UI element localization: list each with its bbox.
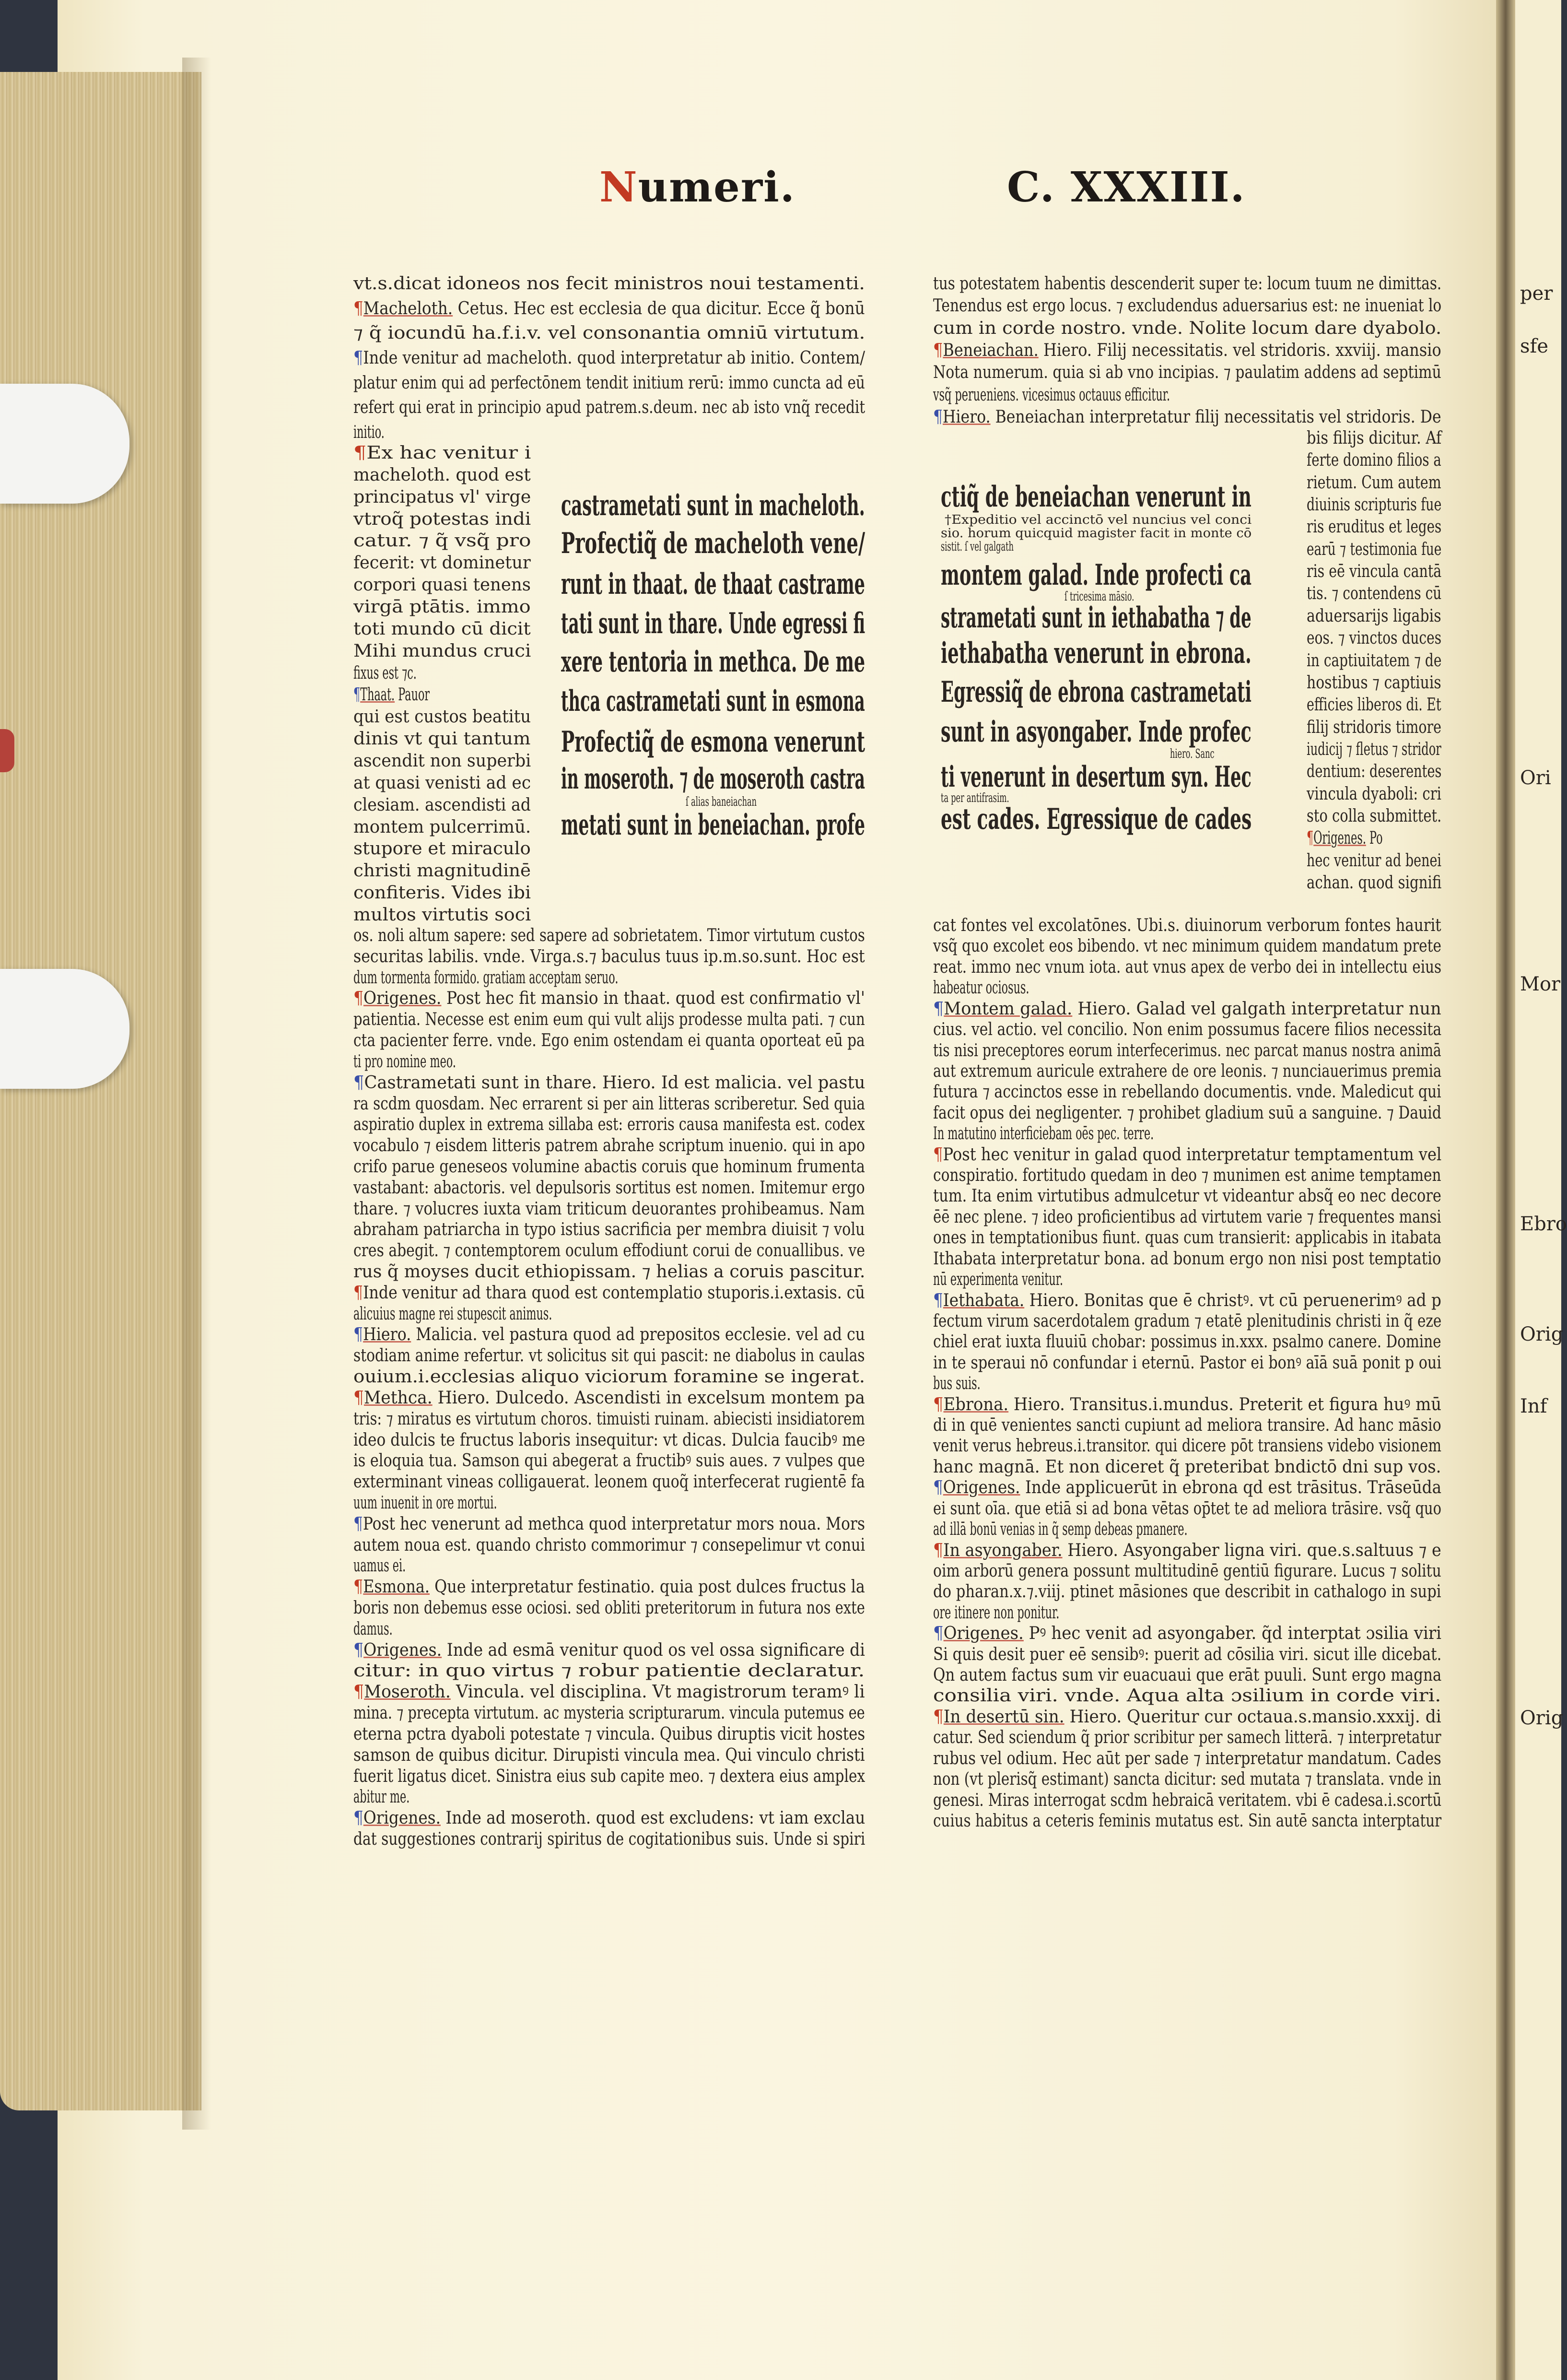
commentary-line: filij stridoris timore bbox=[1307, 717, 1441, 737]
commentary-line: rubus vel odium. Hec aūt per sade ⁊ interpretatur mandatum. Cades bbox=[933, 1748, 1441, 1768]
commentary-line: ¶Castrametati sunt in thare. Hiero. Id est malicia. vel pastu bbox=[353, 1072, 865, 1093]
commentary-line: Mihi mundus cruci bbox=[353, 641, 531, 661]
commentary-line: tis nisi preceptores eorum interfecerimus. nec parcat manus nostra animā bbox=[933, 1040, 1441, 1060]
commentary-line: venit verus hebreus.i.transitor. qui dicere pōt transiens videbo visionem bbox=[933, 1436, 1441, 1456]
rubric-heading: Esmona. bbox=[363, 1577, 430, 1597]
gloss-line: hiero. Sanc bbox=[1170, 747, 1215, 761]
commentary-line: tus potestatem habentis descenderit super te: locum tuum ne dimittas. bbox=[933, 274, 1442, 294]
gloss-line: ſ alias baneiachan bbox=[686, 795, 757, 809]
commentary-line: ¶Montem galad. Hiero. Galad vel galgath interpretatur nun bbox=[933, 999, 1441, 1019]
commentary-line: earū ⁊ testimonia fue bbox=[1307, 539, 1442, 559]
commentary-line: ¶Post hec venitur in galad quod interpretatur temptamentum vel bbox=[933, 1144, 1442, 1165]
commentary-line: toti mundo cū dicit bbox=[353, 619, 531, 639]
commentary-line: ferte domino filios a bbox=[1307, 450, 1441, 471]
page-edge-shadow bbox=[182, 58, 211, 2130]
commentary-line: fixus est ⁊c. bbox=[353, 663, 417, 683]
rubric-heading: Origenes. bbox=[1313, 828, 1366, 848]
running-title bbox=[599, 163, 795, 212]
paragraph-mark-icon: ¶ bbox=[353, 298, 363, 318]
next-page-text-fragment: sfe bbox=[1520, 335, 1549, 357]
commentary-line: thare. ⁊ volucres iuxta viam triticum deuorantes prohibeamus. Nam bbox=[353, 1199, 865, 1219]
commentary-line: ore itinere non ponitur. bbox=[933, 1602, 1060, 1623]
commentary-line: stodiam anime refertur. vt solicitus sit qui pascit: ne diabolus in caulas bbox=[353, 1346, 865, 1366]
gloss-line: sistit. ſ vel galgath bbox=[941, 540, 1014, 554]
commentary-line: ¶Esmona. Que interpretatur festinatio. quia post dulces fructus la bbox=[353, 1577, 865, 1597]
commentary-line: ¶Origenes. Inde ad esmā venitur quod os vel ossa significare di bbox=[353, 1640, 865, 1660]
commentary-line: ei sunt oīa. que etiā si ad bona vētas op̄tet te ad meliora trāsire. vsq̃ quo bbox=[933, 1498, 1441, 1519]
commentary-line: ¶Origenes. Inde applicuerūt in ebrona qd est trāsitus. Trāseūda bbox=[933, 1478, 1442, 1498]
commentary-line: vsq̃ perueniens. vicesimus octauus efficitur. bbox=[933, 385, 1170, 405]
commentary-line: cres abegit. ⁊ contemptorem oculum effodiunt corui de conuallibus. ve bbox=[353, 1241, 865, 1261]
rubric-heading: Origenes. bbox=[943, 1478, 1020, 1498]
commentary-line: aspiratio duplex in extrema sillaba est: erroris causa manifesta est. codex bbox=[353, 1115, 865, 1135]
commentary-line: vocabulo ⁊ eisdem litteris patrem abrahe scriptum inuenio. qui in apo bbox=[353, 1136, 865, 1156]
commentary-line: tris: ⁊ miratus es virtutum choros. timuisti ruinam. abiecisti insidiatorem bbox=[353, 1409, 865, 1429]
commentary-line: vastabant: abactoris. vel depulsoris sortitus est nomen. Imitemur ergo bbox=[353, 1178, 865, 1198]
commentary-line: samson de quibus dicitur. Dirupisti vincula mea. Qui vinculo christi bbox=[353, 1745, 865, 1765]
rubric-heading: Hiero. bbox=[943, 407, 991, 427]
commentary-line: virgā ptātis. immo bbox=[353, 597, 531, 617]
scripture-line: montem galad. Inde profecti ca bbox=[941, 558, 1252, 592]
commentary-line: chiel erat iuxta fluuiū chobar: possimus in.xxx. psalmo canere. Domine bbox=[933, 1332, 1441, 1352]
commentary-line: multos virtutis soci bbox=[353, 905, 531, 925]
chapter-number: C. XXXIII. bbox=[1007, 163, 1246, 212]
rubric-heading: Hiero. bbox=[363, 1325, 411, 1345]
commentary-line: rus q̃ moyses ducit ethiopissam. ⁊ helias a coruis pascitur. bbox=[353, 1262, 865, 1282]
commentary-line: oim arborū genera possunt multitudinē gentiū figurare. Lucus ⁊ solitu bbox=[933, 1561, 1441, 1581]
commentary-line: dat suggestiones contrarij spiritus de cogitationibus suis. Unde si spiri bbox=[353, 1829, 865, 1849]
next-page-text-fragment: Orig bbox=[1520, 1707, 1564, 1729]
rubric-heading: In asyongaber. bbox=[943, 1540, 1063, 1560]
commentary-line: boris non debemus esse ociosi. sed obliti preteritorum in futura nos exte bbox=[353, 1598, 865, 1618]
rubric-heading: Montem galad. bbox=[944, 999, 1073, 1019]
commentary-line: clesiam. ascendisti ad bbox=[353, 795, 531, 815]
paragraph-mark-icon: ¶ bbox=[353, 348, 363, 368]
rubric-heading: In desertū sin. bbox=[943, 1707, 1064, 1727]
commentary-line: Tenendus est ergo locus. ⁊ excludendus aduersarius est: ne inueniat lo bbox=[933, 296, 1442, 316]
paragraph-mark-icon: ¶ bbox=[933, 1394, 944, 1414]
commentary-line: abitur me. bbox=[353, 1787, 410, 1807]
commentary-line: Si quis desit puer eē sensibꝰ: puerit ad cōsilia viri. sicut ille dicebat. bbox=[933, 1644, 1442, 1664]
paragraph-mark-icon: ¶ bbox=[933, 1707, 944, 1727]
commentary-line: genesi. Miras interrogat scdm hebraicā veritatem. vbi ē cadesa.i.scortū bbox=[933, 1790, 1442, 1810]
paragraph-mark-icon: ¶ bbox=[933, 407, 943, 427]
commentary-line: dinis vt qui tantum bbox=[353, 729, 531, 749]
scripture-line: est cades. Egressique de cades bbox=[941, 802, 1252, 836]
commentary-line: ¶Ebrona. Hiero. Transitus.i.mundus. Preterit et figura huꝰ mū bbox=[933, 1394, 1442, 1414]
gloss-line: ſ tricesima māsio. bbox=[1064, 589, 1134, 604]
commentary-line: catur. ⁊ q̃ vsq̃ pro bbox=[353, 531, 531, 551]
commentary-line: achan. quod signifi bbox=[1307, 873, 1442, 893]
commentary-line: patientia. Necesse est enim eum qui vult alijs prodesse multa pati. ⁊ cun bbox=[353, 1010, 865, 1030]
commentary-line: bis filijs dicitur. Af bbox=[1307, 428, 1442, 448]
commentary-line: alicuius magne rei stupescit animus. bbox=[353, 1304, 552, 1324]
bookmark-ribbon bbox=[0, 729, 14, 772]
rubric-heading: Origenes. bbox=[363, 1808, 441, 1828]
commentary-line: do pharan.x.⁊.viij. ptinet māsiones que describit in cathalogo in supi bbox=[933, 1582, 1441, 1602]
running-title-initial: N bbox=[599, 163, 638, 212]
commentary-line: macheloth. quod est bbox=[353, 465, 531, 485]
gloss-line: †Expeditio vel accinctō vel nuncius vel conci bbox=[945, 513, 1252, 527]
commentary-line: ¶Iethabata. Hiero. Bonitas que ē christꝰ. vt cū peruenerimꝰ ad p bbox=[933, 1290, 1441, 1310]
commentary-line: conspiratio. fortitudo quedam in deo ⁊ munimen est anime temptamen bbox=[933, 1166, 1441, 1186]
paragraph-mark-icon: ¶ bbox=[353, 989, 364, 1009]
next-page-text-fragment: per bbox=[1520, 283, 1553, 305]
commentary-line: montem pulcerrimū. bbox=[353, 817, 531, 837]
commentary-line: ēē nec plene. ⁊ ideo proficientibus ad virtutem varie ⁊ frequentes mansi bbox=[933, 1207, 1441, 1227]
commentary-line: confiteris. Vides ibi bbox=[353, 883, 531, 903]
scripture-line: strametati sunt in iethabatha ⁊ de bbox=[941, 601, 1251, 635]
commentary-line: ¶Origenes. Pꝰ hec venit ad asyongaber. q̃d interptat ɔsilia viri bbox=[933, 1624, 1441, 1644]
commentary-line: non (vt plerisq̃ estimant) sancta dicitur: sed mutata ⁊ translata. vnde in bbox=[933, 1769, 1441, 1790]
commentary-line: ones in temptationibus fiunt. quas cum transierit: applicabis in itabata bbox=[933, 1228, 1441, 1248]
rubric-heading: Origenes. bbox=[943, 1624, 1024, 1644]
commentary-line: fecerit: vt dominetur bbox=[353, 553, 531, 573]
commentary-line: mina. ⁊ precepta virtutum. ac mysteria scripturarum. vincula putemus ee bbox=[353, 1703, 865, 1723]
commentary-line: tum. Ita enim virtutibus admulcetur vt videantur absq̃ eo nec decore bbox=[933, 1186, 1441, 1206]
paragraph-mark-icon: ¶ bbox=[353, 1682, 364, 1702]
commentary-line: refert qui erat in principio apud patrem.s.deum. nec ab isto vnq̃ recedit bbox=[353, 398, 865, 418]
commentary-line: cat fontes vel excolatōnes. Ubi.s. diuinorum verborum fontes haurit bbox=[933, 916, 1441, 935]
commentary-line: ¶Inde venitur ad macheloth. quod interpretatur ab initio. Contem/ bbox=[353, 348, 865, 368]
commentary-line: ra scdm quosdam. Nec errarent si per ain litteras scriberetur. Sed quia bbox=[353, 1094, 865, 1114]
rubric-heading: Beneiachan. bbox=[943, 341, 1039, 360]
commentary-line: citur: in quo virtus ⁊ robur patientie declaratur. bbox=[353, 1661, 865, 1681]
commentary-line: ¶Origenes. Post hec fit mansio in thaat. quod est confirmatio vl' bbox=[353, 989, 865, 1009]
commentary-line: vt.s.dicat idoneos nos fecit ministros noui testamenti. bbox=[353, 274, 865, 294]
book-clamp-top bbox=[0, 384, 129, 504]
commentary-line: sto colla submittet. bbox=[1307, 806, 1442, 826]
commentary-line: ad illā bonū venias in q̃ semp debeas pmanere. bbox=[933, 1520, 1188, 1540]
scripture-line: xere tentoria in methca. De me bbox=[561, 645, 865, 679]
commentary-line: reat. immo nec vnum iota. aut vnus apex de verbo dei in intellectu eius bbox=[933, 957, 1442, 977]
commentary-line: ris eē vincula cantā bbox=[1307, 562, 1442, 582]
scripture-line: Egressiq̃ de ebrona castrametati bbox=[941, 675, 1251, 709]
paragraph-mark-icon: ¶ bbox=[933, 999, 944, 1019]
commentary-line: in te speraui nō confundar i eternū. Pastor ei bonꝰ aīā suā ponit p oui bbox=[933, 1353, 1442, 1373]
commentary-line: eterna pctra dyaboli potestate ⁊ vincula. Quibus diruptis vicit hostes bbox=[353, 1724, 865, 1744]
commentary-line: vincula dyaboli: cri bbox=[1307, 784, 1441, 804]
paragraph-mark-icon: ¶ bbox=[933, 1624, 944, 1644]
commentary-line: ¶Post hec venerunt ad methca quod interpretatur mors noua. Mors bbox=[353, 1514, 865, 1534]
commentary-line: ascendit non superbi bbox=[353, 751, 531, 771]
commentary-line: di in quē venientes sancti cupiunt ad meliora transire. Ad hanc māsio bbox=[933, 1415, 1441, 1436]
commentary-line: ¶Hiero. Beneiachan interpretatur filij necessitatis vel stridoris. De bbox=[933, 407, 1441, 427]
commentary-line: eos. ⁊ vinctos duces bbox=[1307, 628, 1442, 648]
commentary-line: vsq̃ quo excolet eos bibendo. vt nec minimum quidem mandatum prete bbox=[933, 936, 1441, 956]
rubric-heading: Ebrona. bbox=[943, 1394, 1009, 1414]
commentary-line: at quasi venisti ad ec bbox=[353, 773, 531, 793]
commentary-line: bus suis. bbox=[933, 1374, 981, 1394]
commentary-line: vtroq̃ potestas indi bbox=[353, 509, 531, 529]
commentary-line: abraham patriarcha in typo istius sacrificia per membra diuisit ⁊ volu bbox=[353, 1220, 865, 1240]
commentary-line: ¶Ex hac venitur i bbox=[353, 443, 531, 463]
commentary-line: autem noua est. quando christo commorimur ⁊ consepelimur vt conui bbox=[353, 1535, 865, 1555]
commentary-line: os. noli altum sapere: sed sapere ad sobrietatem. Timor virtutum custos bbox=[353, 926, 865, 945]
gloss-line: ta per antifrasim. bbox=[941, 791, 1009, 805]
rubric-heading: Thaat. bbox=[360, 685, 395, 705]
next-page-text-fragment: Inf bbox=[1520, 1395, 1547, 1417]
commentary-line: cum in corde nostro. vnde. Nolite locum dare dyabolo. bbox=[933, 318, 1442, 338]
commentary-line: Ithabata interpretatur bona. ad bonum ergo non nisi post temptatio bbox=[933, 1249, 1441, 1269]
commentary-line: ideo dulcis te fructus laboris insequitur: vt dicas. Dulcia faucibꝰ me bbox=[353, 1430, 865, 1450]
paragraph-mark-icon: ¶ bbox=[1307, 828, 1314, 848]
scripture-line: iethabatha venerunt in ebrona. bbox=[941, 636, 1251, 670]
commentary-line: ¶In desertū sin. Hiero. Queritur cur octaua.s.mansio.xxxij. di bbox=[933, 1707, 1441, 1727]
commentary-line: platur enim qui ad perfectōnem tendit initium rerū: immo cuncta ad eū bbox=[353, 373, 865, 393]
commentary-line: cius. vel actio. vel concilio. Non enim possumus facere filios necessita bbox=[933, 1020, 1442, 1040]
paragraph-mark-icon: ¶ bbox=[353, 1577, 363, 1597]
commentary-line: initio. bbox=[353, 423, 385, 442]
paragraph-mark-icon: ¶ bbox=[353, 1072, 364, 1093]
commentary-line: efficies liberos di. Et bbox=[1307, 695, 1441, 715]
rubric-heading: Origenes. bbox=[363, 989, 442, 1009]
commentary-line: in captiuitatem ⁊ de bbox=[1307, 650, 1442, 671]
commentary-line: hec venitur ad benei bbox=[1307, 850, 1442, 871]
next-page-text-fragment: Ori bbox=[1520, 767, 1551, 789]
commentary-line: hanc magnā. Et non diceret q̃ preteribat bndictō dni sup vos. bbox=[933, 1457, 1441, 1477]
commentary-line: Nota numerum. quia si ab vno incipias. ⁊ paulatim addens ad septimū bbox=[933, 363, 1441, 383]
next-page-text-fragment: Mor bbox=[1520, 973, 1561, 995]
commentary-line: ti pro nomine meo. bbox=[353, 1051, 456, 1072]
scripture-line: thca castrametati sunt in esmona bbox=[561, 684, 865, 718]
scripture-line: ctiq̃ de beneiachan venerunt in bbox=[941, 480, 1251, 514]
commentary-line: ¶Macheloth. Cetus. Hec est ecclesia de qua dicitur. Ecce q̃ bonū bbox=[353, 298, 865, 318]
commentary-line: uum inuenit in ore mortui. bbox=[353, 1493, 497, 1513]
scripture-line: Profectiq̃ de macheloth vene/ bbox=[561, 527, 865, 560]
paragraph-mark-icon: ¶ bbox=[353, 685, 361, 705]
commentary-line: iudicij ⁊ fletus ⁊ stridor bbox=[1307, 739, 1441, 759]
commentary-line: securitas labilis. vnde. Virga.s.⁊ baculus tuus ip.m.so.sunt. Hoc est bbox=[353, 946, 865, 966]
paragraph-mark-icon: ¶ bbox=[353, 1514, 363, 1534]
commentary-line: ¶Thaat. Pauor bbox=[353, 685, 430, 705]
commentary-line: stupore et miraculo bbox=[353, 839, 531, 859]
commentary-line: uamus ei. bbox=[353, 1556, 406, 1576]
commentary-line: ¶Inde venitur ad thara quod est contemplatio stuporis.i.extasis. cū bbox=[353, 1283, 865, 1303]
scripture-line: ti venerunt in desertum syn. Hec bbox=[941, 760, 1251, 794]
commentary-line: habeatur ociosus. bbox=[933, 978, 1029, 998]
commentary-line: ¶Beneiachan. Hiero. Filij necessitatis. vel stridoris. xxviij. mansio bbox=[933, 341, 1441, 360]
book-clamp-bottom bbox=[0, 969, 129, 1089]
commentary-line: consilia viri. vnde. Aqua alta ɔsilium in corde viri. bbox=[933, 1686, 1441, 1706]
commentary-line: qui est custos beatitu bbox=[353, 707, 531, 727]
next-page-edge bbox=[1515, 0, 1567, 2380]
rubric-heading: Iethabata. bbox=[943, 1290, 1025, 1310]
commentary-line: futura ⁊ accinctos esse in rebellando documentis. vnde. Maledicut qui bbox=[933, 1082, 1441, 1102]
commentary-line: aduersarijs ligabis bbox=[1307, 606, 1441, 626]
book-gutter bbox=[1496, 0, 1515, 2380]
commentary-line: Qn autem factus sum vir euacuaui que erāt puuli. Sunt ergo magna bbox=[933, 1665, 1442, 1685]
commentary-line: crifo parue geneseos volumine abactis coruis que hominum frumenta bbox=[353, 1156, 865, 1177]
commentary-line: facit opus dei negligenter. ⁊ prohibet gladium suū a sanguine. ⁊ Dauid bbox=[933, 1103, 1441, 1123]
commentary-line: tis. ⁊ contendens cū bbox=[1307, 584, 1442, 604]
commentary-line: nū experimenta venitur. bbox=[933, 1270, 1064, 1290]
scripture-line: metati sunt in beneiachan. profe bbox=[561, 808, 865, 842]
page-fore-edge bbox=[0, 72, 201, 2110]
scripture-line: in moseroth. ⁊ de moseroth castra bbox=[561, 762, 865, 796]
paragraph-mark-icon: ¶ bbox=[353, 1325, 363, 1345]
next-page-text-fragment: Ebro bbox=[1520, 1213, 1567, 1235]
commentary-line: ¶Origenes. Po bbox=[1307, 828, 1383, 848]
scripture-line: sunt in asyongaber. Inde profec bbox=[941, 715, 1251, 749]
commentary-line: In matutino interficiebam oēs pec. terre. bbox=[933, 1124, 1154, 1144]
commentary-line: cta pacienter ferre. vnde. Ego enim ostendam ei quanta oporteat eū pa bbox=[353, 1031, 865, 1051]
commentary-line: damus. bbox=[353, 1619, 393, 1639]
commentary-line: fectum virum sacerdotalem gradum ⁊ etatē plenitudinis christi in q̃ eze bbox=[933, 1311, 1442, 1331]
commentary-line: catur. Sed sciendum q̃ prior scribitur per samech litterā. ⁊ interpretatur bbox=[933, 1728, 1441, 1748]
next-page-text-fragment: Orig bbox=[1520, 1323, 1564, 1345]
commentary-line: dentium: deserentes bbox=[1307, 762, 1442, 782]
commentary-line: diuinis scripturis fue bbox=[1307, 495, 1442, 515]
commentary-line: exterminant vineas colligauerat. leonem quoq̃ interfecerat rugientē fa bbox=[353, 1472, 865, 1492]
scripture-line: Profectiq̃ de esmona venerunt bbox=[561, 725, 865, 759]
paragraph-mark-icon: ¶ bbox=[933, 1478, 943, 1498]
rubric-heading: Methca. bbox=[363, 1388, 433, 1408]
gloss-line: sio. horum quicquid magister facit in monte cō bbox=[941, 526, 1252, 541]
paragraph-mark-icon: ¶ bbox=[353, 1640, 364, 1660]
scripture-line: tati sunt in thare. Unde egressi fi bbox=[561, 607, 865, 640]
paragraph-mark-icon: ¶ bbox=[933, 1144, 943, 1165]
rubric-heading: Origenes. bbox=[363, 1640, 442, 1660]
paragraph-mark-icon: ¶ bbox=[353, 443, 367, 463]
paragraph-mark-icon: ¶ bbox=[933, 1290, 943, 1310]
commentary-line: ris eruditus et leges bbox=[1307, 517, 1442, 537]
commentary-line: aut extremum auricule extrahere de ore leonis. ⁊ nunciauerimus premia bbox=[933, 1061, 1442, 1081]
paragraph-mark-icon: ¶ bbox=[353, 1388, 364, 1408]
commentary-line: rietum. Cum autem bbox=[1307, 472, 1441, 493]
commentary-line: ¶Origenes. Inde ad moseroth. quod est excludens: vt iam exclau bbox=[353, 1808, 865, 1828]
commentary-line: ouium.i.ecclesias aliquo viciorum foramine se ingerat. bbox=[353, 1367, 865, 1387]
commentary-line: hostibus ⁊ captiuis bbox=[1307, 672, 1441, 693]
commentary-line: ⁊ q̃ iocundū ha.f.i.v. vel consonantia omniū virtutum. bbox=[353, 323, 865, 343]
commentary-line: ¶Hiero. Malicia. vel pastura quod ad prepositos ecclesie. vel ad cu bbox=[353, 1325, 865, 1345]
commentary-line: ¶Moseroth. Vincula. vel disciplina. Vt magistrorum teramꝰ li bbox=[353, 1682, 865, 1702]
commentary-line: christi magnitudinē bbox=[353, 861, 531, 881]
paragraph-mark-icon: ¶ bbox=[353, 1283, 363, 1303]
paragraph-mark-icon: ¶ bbox=[933, 1540, 944, 1560]
paragraph-mark-icon: ¶ bbox=[353, 1808, 363, 1828]
running-title-rest: umeri. bbox=[638, 163, 795, 212]
commentary-line: ¶Methca. Hiero. Dulcedo. Ascendisti in excelsum montem pa bbox=[353, 1388, 865, 1408]
rubric-heading: Moseroth. bbox=[364, 1682, 451, 1702]
paragraph-mark-icon: ¶ bbox=[933, 341, 943, 360]
commentary-line: principatus vl' virge bbox=[353, 487, 531, 507]
scripture-line: runt in thaat. de thaat castrame bbox=[561, 567, 865, 601]
commentary-line: fuerit ligatus dicet. Sinistra eius sub capite meo. ⁊ dextera eius amplex bbox=[353, 1766, 865, 1786]
commentary-line: cuius habitus a ceteris feminis mutatus est. Sin autē sancta interptatur bbox=[933, 1811, 1442, 1831]
rubric-heading: Macheloth. bbox=[363, 298, 453, 318]
scripture-line: castrametati sunt in macheloth. bbox=[561, 489, 865, 522]
commentary-line: dum tormenta formido. gratiam acceptam seruo. bbox=[353, 967, 619, 988]
commentary-line: ¶In asyongaber. Hiero. Asyongaber ligna viri. que.s.saltuus ⁊ e bbox=[933, 1540, 1441, 1560]
commentary-line: is eloquia tua. Samson qui abegerat a fructibꝰ suis aues. ⁊ vulpes que bbox=[353, 1451, 865, 1471]
commentary-line: corpori quasi tenens bbox=[353, 575, 531, 595]
